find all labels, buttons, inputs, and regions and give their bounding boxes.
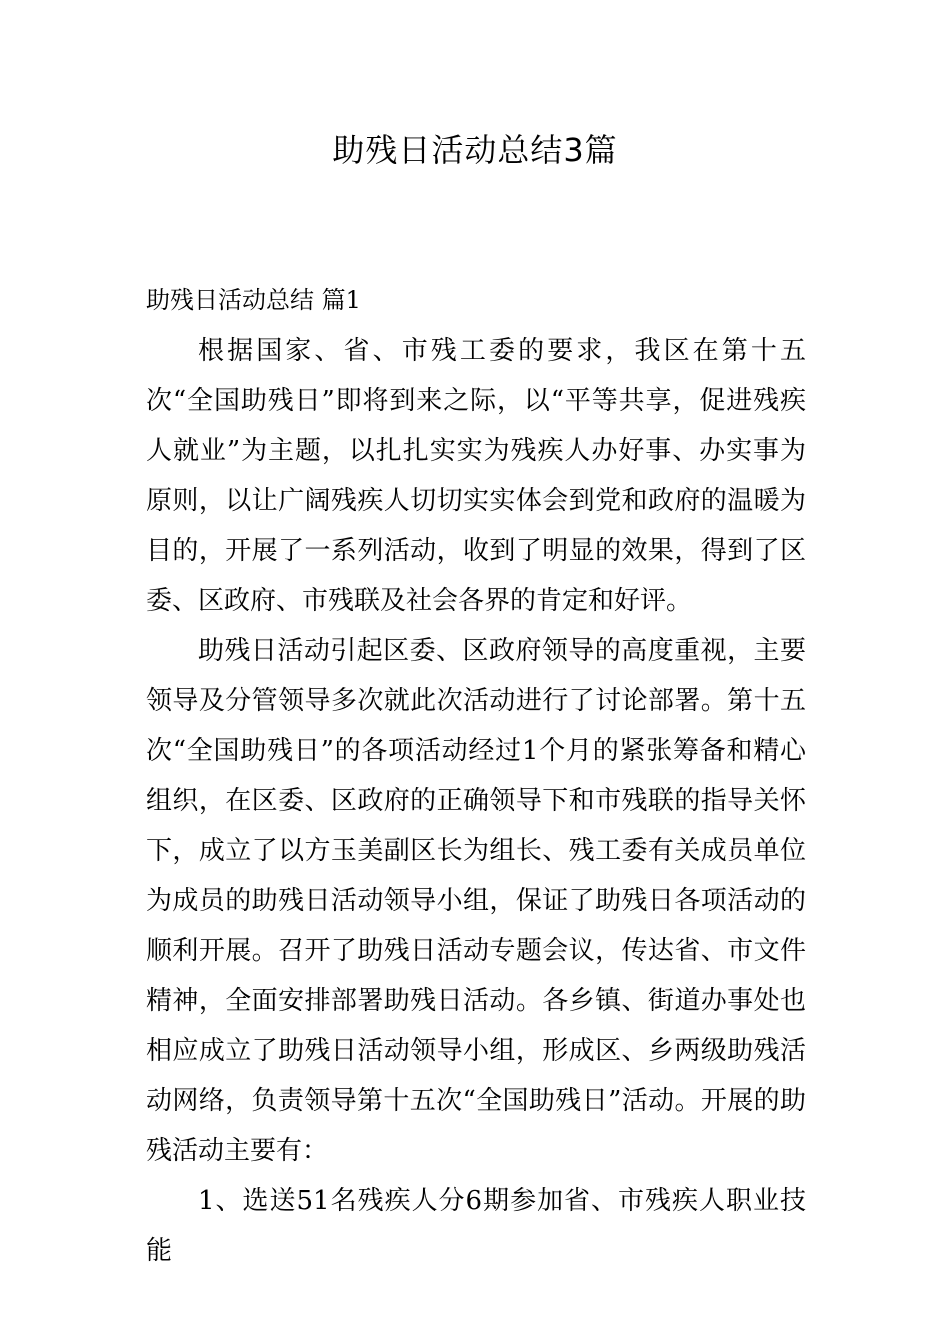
paragraph-organization: 助残日活动引起区委、区政府领导的高度重视，主要领导及分管领导多次就此次活动进行了讨论部署。第十五次“全国助残日”的各项活动经过1个月的紧张筹备和精心组织，在区委、区政府的正确领导下和市残联的指导关怀下，成立了以方玉美副区长为组长、残工委有关成员单位为成员的助残日活动领导小组，保证了助残日各项活动的顺利开展。召开了助残日活动专题会议，传达省、市文件精神，全面安排部署助残日活动。各乡镇、街道办事处也相应成立了助残日活动领导小组，形成区、乡两级助残活动网络，负责领导第十五次“全国助残日”活动。开展的助残活动主要有： bbox=[146, 636, 806, 1166]
paragraph-list-item-1: 1、选送51名残疾人分6期参加省、市残疾人职业技能 bbox=[146, 1186, 806, 1266]
paragraph-intro: 根据国家、省、市残工委的要求，我区在第十五次“全国助残日”即将到来之际，以“平等共享，促进残疾人就业”为主题，以扎扎实实为残疾人办好事、办实事为原则，以让广阔残疾人切切实实体会到党和政府的温暖为目的，开展了一系列活动，收到了明显的效果，得到了区委、区政府、市残联及社会各界的肯定和好评。 bbox=[146, 336, 806, 616]
section-heading: 助残日活动总结 篇1 bbox=[146, 286, 361, 314]
document-title: 助残日活动总结3篇 bbox=[332, 131, 618, 169]
document-body bbox=[146, 326, 806, 1276]
